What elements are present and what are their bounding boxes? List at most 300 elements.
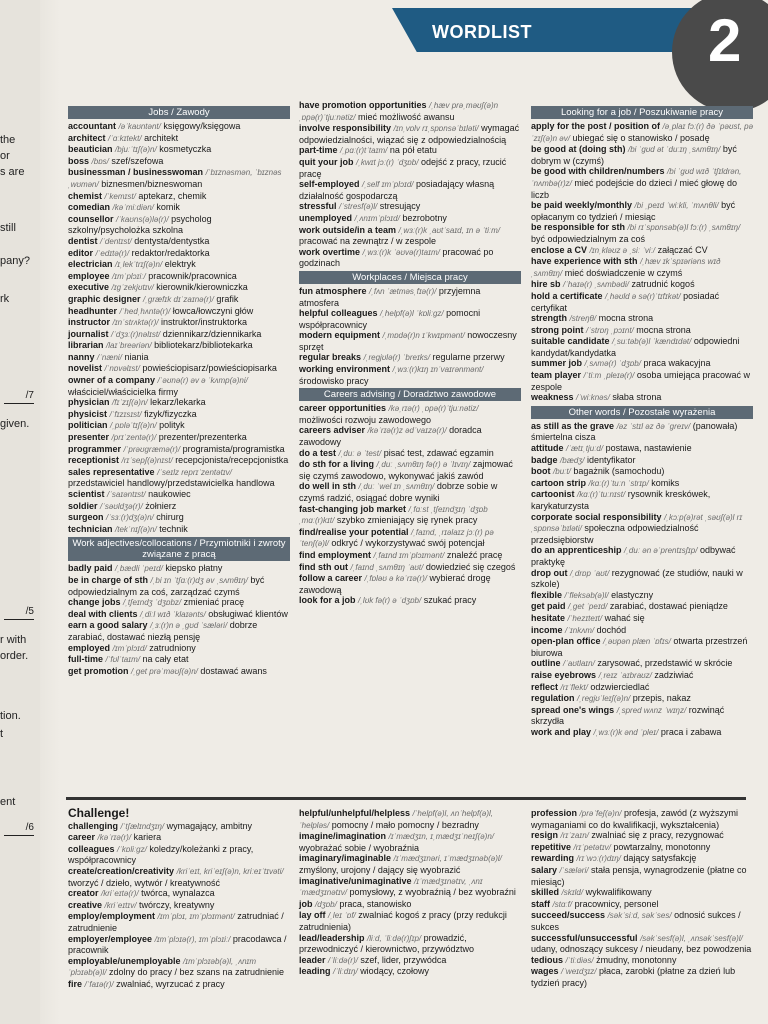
entry-translation: dentysta/dentystka	[134, 235, 210, 246]
wordlist-entry	[299, 247, 521, 269]
wordlist-entry	[299, 876, 521, 899]
wordlist-entry	[299, 403, 521, 425]
wordlist-entry	[531, 966, 753, 988]
entry-phonetic: /ˈtʃælɪndʒɪŋ/	[120, 821, 165, 831]
entry-word: create/creation/creativity	[68, 865, 175, 876]
entry-word: do an apprenticeship	[531, 545, 622, 556]
wordlist-entry	[68, 979, 290, 991]
wordlist-entry	[68, 455, 290, 467]
entry-phonetic: /kriˈeɪtə(r)/	[101, 889, 139, 899]
wordlist-entry	[68, 911, 290, 933]
wordlist-entry	[68, 248, 290, 260]
entry-translation: pomocny / mało pomocny / bezradny	[331, 819, 479, 830]
entry-phonetic: /səkˈsesf(ə)l, ˌʌnsəkˈsesf(ə)l/	[640, 933, 743, 943]
entry-word: executive	[68, 282, 110, 293]
entry-phonetic: /ˌself ɪmˈplɔɪd/	[362, 180, 414, 190]
entry-phonetic: /ɪmˈplɔɪiː/	[112, 271, 146, 281]
wordlist-entry	[299, 831, 521, 853]
entry-phonetic: /ˈliːdə(r)/	[328, 955, 358, 965]
entry-translation: wiodący, czołowy	[360, 966, 430, 977]
wordlist-entry	[68, 620, 290, 642]
entry-phonetic: /skɪld/	[561, 888, 584, 898]
previous-page-text: still	[0, 222, 16, 234]
entry-phonetic: /ˌduː ˈwel ɪn ˌsʌmθɪŋ/	[358, 482, 435, 492]
entry-translation: zatrudniony	[149, 642, 196, 653]
wordlist-entry	[68, 489, 290, 501]
entry-phonetic: /buːt/	[553, 467, 571, 477]
entry-translation: bezrobotny	[402, 212, 447, 223]
section-header: Workplaces / Miejsca pracy	[299, 271, 521, 284]
entry-translation: mocna strona	[598, 313, 654, 324]
entry-word: staff	[531, 898, 551, 909]
entry-word: chemist	[68, 190, 103, 201]
entry-translation: zarabiać, dostawać pieniądze	[609, 601, 728, 612]
entry-translation: osoba umiejąca pracować w zespole	[531, 370, 750, 392]
wordlist-entry	[531, 910, 753, 932]
entry-word: get paid	[531, 601, 566, 612]
wordlist-entry	[531, 601, 753, 613]
entry-phonetic: /ɪmˈplɔɪ, ɪmˈplɔɪmənt/	[157, 912, 235, 922]
entry-translation: zajmować się czymś zawodowo, wykonywać jakiś zawód	[299, 459, 513, 481]
entry-word: presenter	[68, 432, 110, 443]
entry-translation: szef/szefowa	[111, 155, 164, 166]
entry-word: badly paid	[68, 563, 113, 574]
wordlist-entry	[531, 358, 753, 370]
entry-translation: rezygnować (ze studiów, nauki w szkole)	[531, 567, 743, 590]
entry-translation: odzwierciedlać	[590, 681, 650, 692]
entry-phonetic: /ˈfɪzɪsɪst/	[109, 409, 142, 419]
entry-word: nanny	[68, 351, 95, 362]
entry-translation: pracować na zewnątrz / w zespole	[299, 236, 437, 247]
entry-word: creator	[68, 888, 99, 899]
entry-word: dentist	[68, 235, 98, 246]
entry-word: career	[68, 832, 96, 843]
entry-translation: wymagający, ambitny	[166, 820, 253, 831]
entry-phonetic: /rɪˈflekt/	[560, 682, 588, 692]
wordlist-entry	[68, 575, 290, 597]
entry-phonetic: /ˈkemɪst/	[104, 191, 136, 201]
entry-phonetic: /ˈnɒvəlɪst/	[104, 364, 140, 374]
entry-translation: udany, odnoszący sukcesy / nieudany, bez powodzenia	[531, 944, 752, 955]
wordlist-entry	[68, 609, 290, 621]
wordlist-entry	[531, 443, 753, 455]
entry-translation: prowadzić, przewodniczyć / kierownictwo, przywództwo	[299, 932, 475, 955]
wordlist-entry	[299, 550, 521, 562]
previous-page-text: rk	[0, 293, 10, 305]
entry-word: politician	[68, 420, 108, 431]
wordlist-entry	[68, 294, 290, 306]
wordlist-entry	[531, 727, 753, 739]
entry-translation: pracować po godzinach	[299, 246, 494, 269]
wordlist-entry	[531, 899, 753, 911]
entry-phonetic: /ˈtiːdiəs/	[565, 955, 594, 965]
entry-word: imaginary/imaginable	[299, 853, 392, 864]
wordlist-entry	[531, 478, 753, 490]
entry-word: soldier	[68, 500, 98, 511]
entry-word: be good at (doing sth)	[531, 144, 626, 155]
entry-translation: dający satysfakcję	[623, 853, 697, 864]
entry-translation: dochód	[596, 624, 627, 635]
wordlist-entry	[531, 808, 753, 830]
wordlist-entry	[299, 910, 521, 932]
entry-word: rewarding	[531, 853, 575, 864]
wordlist-entry	[299, 286, 521, 308]
wordlist-entry	[68, 306, 290, 318]
entry-translation: księgowy/księgowa	[163, 121, 241, 131]
entry-word: employable/unemployable	[68, 955, 181, 966]
wordlist-entry	[531, 545, 753, 567]
entry-translation: tworzyć / dzieło, wytwór / kreatywność	[68, 877, 221, 888]
entry-translation: elektryk	[164, 259, 196, 270]
wordlist-entry	[531, 421, 753, 443]
entry-word: hold a certificate	[531, 290, 603, 301]
section-header: Other words / Pozostałe wyrażenia	[531, 406, 753, 419]
entry-translation: (panowała) śmiertelna cisza	[531, 420, 738, 443]
wordlist-entry	[68, 167, 290, 190]
entry-phonetic: /tekˈnɪʃ(ə)n/	[115, 524, 157, 534]
wordlist-entry	[531, 121, 753, 144]
entry-translation: polityk	[159, 420, 185, 431]
entry-word: self-employed	[299, 179, 360, 190]
wordlist-entry	[299, 448, 521, 460]
wordlist-entry	[68, 214, 290, 236]
entry-phonetic: /ˌfʌn ˈætməsˌfɪə(r)/	[369, 286, 437, 296]
wordlist-entry	[299, 808, 521, 831]
entry-phonetic: /kəˌrɪə(r) ˌɒpə(r)ˈtjuːnətiz/	[388, 404, 479, 414]
entry-word: salary	[531, 864, 558, 875]
wordlist-entry	[531, 568, 753, 590]
entry-translation: być dobrym w (czymś)	[531, 144, 737, 166]
entry-translation: dostawać awans	[200, 665, 267, 676]
entry-phonetic: /ˌsʌmə(r) ˈdʒɒb/	[584, 359, 641, 369]
entry-translation: odejść z pracy, rzucić pracę	[299, 156, 507, 179]
entry-translation: zatrudniać / zatrudnienie	[68, 911, 284, 933]
entry-translation: twórca, wynalazca	[141, 888, 215, 899]
entry-word: open-plan office	[531, 636, 601, 647]
wordlist-entry	[531, 842, 753, 854]
entry-phonetic: /ˈseɪlz reprɪˈzentətɪv/	[157, 467, 232, 477]
entry-translation: wybierać drogę zawodową	[299, 573, 491, 595]
entry-translation: pracodawca / pracownik	[68, 933, 287, 956]
wordlist-entry	[299, 955, 521, 967]
entry-phonetic: /prəˈfeʃ(ə)n/	[579, 809, 622, 818]
entry-translation: postawa, nastawienie	[605, 443, 692, 454]
wordlist-entry	[68, 144, 290, 156]
entry-phonetic: /ɪˈmædʒɪnətɪv, ˌʌnɪˈmædʒɪnətɪv/	[299, 876, 483, 898]
entry-phonetic: /ɪˌlekˈtrɪʃ(ə)n/	[115, 260, 163, 270]
entry-translation: architekt	[144, 132, 179, 143]
wordlist-entry	[299, 933, 521, 955]
wordlist-entry	[68, 866, 290, 888]
entry-word: comedian	[68, 202, 111, 213]
wordlist-entry	[299, 201, 521, 213]
entry-phonetic: /ɪɡˈzekjʊtɪv/	[111, 283, 154, 293]
entry-word: imaginative/unimaginative	[299, 875, 412, 886]
entry-word: physician	[68, 397, 110, 408]
wordlist-entry	[299, 853, 521, 875]
entry-phonetic: /ˌleɪ ˈɒf/	[328, 911, 356, 921]
wordlist-entry	[68, 397, 290, 409]
wordlist-entry	[299, 157, 521, 179]
entry-word: apply for the post / position of	[531, 121, 660, 131]
wordlist-entry	[68, 643, 290, 655]
entry-translation: chirurg	[156, 512, 184, 523]
entry-translation: prezenter/prezenterka	[158, 432, 247, 443]
entry-translation: recepcjonista/recepcjonistka	[175, 455, 289, 466]
entry-phonetic: /ˈɪnkʌm/	[565, 625, 595, 635]
challenge-column-2	[299, 808, 521, 978]
wordlist-entry	[531, 455, 753, 467]
wordlist-entry	[531, 291, 753, 313]
entry-word: receptionist	[68, 455, 120, 466]
entry-word: work and play	[531, 726, 592, 737]
entry-word: beautician	[68, 144, 113, 155]
entry-translation: zadziwiać	[654, 669, 694, 680]
entry-phonetic: /ˌɜː(r)n ə ˌɡʊd ˈsæləri/	[150, 621, 228, 631]
entry-translation: zwalniać, wyrzucać z pracy	[116, 978, 225, 989]
entry-phonetic: /ˈaʊtlaɪn/	[563, 659, 595, 669]
entry-word: editor	[68, 247, 94, 258]
entry-translation: łowca/łowczyni głów	[172, 305, 254, 316]
entry-phonetic: /ɪˈmædʒɪnəri, ɪˈmædʒɪnəb(ə)l/	[393, 854, 502, 864]
entry-phonetic: /ɪmˈplɔɪəb(ə)l, ˌʌnɪmˈplɔɪəb(ə)l/	[68, 956, 257, 978]
entry-word: follow a career	[299, 573, 363, 584]
challenge-column-1	[68, 808, 290, 991]
entry-phonetic: /ˌhəʊld ə sə(r)ˈtɪfɪkət/	[605, 291, 681, 301]
wordlist-entry	[531, 144, 753, 166]
wordlist-entry	[68, 156, 290, 168]
entry-phonetic: /rɪˈsepʃ(ə)nɪst/	[121, 456, 173, 466]
entry-word: be in charge of sth	[68, 574, 149, 585]
entry-translation: redaktor/redaktorka	[131, 247, 210, 258]
entry-translation: wykwalifikowany	[585, 887, 652, 898]
entry-translation: przyjemna atmosfera	[299, 285, 481, 308]
entry-phonetic: /ɪnˌkləʊz ə ˌsiː ˈviː/	[589, 245, 656, 255]
wordlist-entry	[299, 459, 521, 481]
wordlist-entry	[531, 933, 753, 955]
entry-translation: rysownik kreskówek, karykaturzysta	[531, 489, 711, 511]
wordlist-entry	[531, 489, 753, 511]
wordlist-entry	[531, 830, 753, 842]
entry-word: find/realise your potential	[299, 526, 409, 537]
entry-word: job	[299, 898, 313, 909]
entry-word: weakness	[531, 392, 574, 403]
entry-phonetic: /ˌwɜː(r)k ənd ˈpleɪ/	[593, 727, 659, 737]
wordlist-entry	[68, 271, 290, 283]
entry-phonetic: /ˌreɡjʊlə(r) ˈbreɪks/	[363, 353, 431, 363]
wordlist-entry	[68, 444, 290, 456]
previous-page-text: tion.	[0, 710, 21, 722]
entry-phonetic: /ˈnæni/	[97, 352, 122, 362]
entry-word: leader	[299, 954, 326, 965]
entry-phonetic: /ˌʌnɪmˈplɔɪd/	[354, 213, 400, 223]
entry-phonetic: /ˌɡet ˈpeɪd/	[568, 602, 608, 612]
wordlist-entry	[299, 527, 521, 550]
wordlist-entry	[68, 900, 290, 912]
entry-word: repetitive	[531, 841, 572, 852]
entry-phonetic: /dʒɒb/	[315, 899, 337, 909]
wordlist-entry	[299, 213, 521, 225]
entry-phonetic: /ˌreɡjʊˈleɪʃ(ə)n/	[577, 694, 631, 704]
entry-phonetic: /ˌwɜː(r)k ˈəʊvə(r)taɪm/	[362, 247, 440, 257]
wordlist-entry	[68, 191, 290, 203]
entry-translation: wyobrażać sobie / wyobraźnia	[299, 842, 420, 853]
entry-phonetic: /ɪmˈplɔɪd/	[112, 643, 147, 653]
entry-phonetic: /bædʒ/	[560, 455, 585, 465]
wordlist-entry	[299, 966, 521, 978]
entry-translation: ubiegać się o stanowisko / posadę	[572, 132, 710, 143]
entry-translation: mocna strona	[636, 324, 691, 335]
entry-phonetic: /ˌhæv prəˌməʊʃ(ə)n ˌɒpə(r)ˈtjuːnətiz/	[299, 101, 499, 122]
entry-translation: żołnierz	[145, 500, 177, 511]
entry-phonetic: /ˈhelpf(ə)l, ʌnˈhelpf(ə)l, ˈhelpləs/	[299, 809, 494, 830]
previous-page-text: the	[0, 134, 16, 146]
wordlist-entry	[531, 222, 753, 244]
wordlist-entry	[68, 375, 290, 397]
entry-word: librarian	[68, 340, 104, 351]
wordlist-column-1	[68, 104, 290, 677]
previous-page-text: order.	[0, 650, 29, 662]
wordlist-entry	[299, 123, 521, 145]
entry-translation: stała pensja, wynagrodzenie (płatne co miesiąc)	[531, 864, 747, 887]
wordlist-entry	[299, 100, 521, 123]
entry-phonetic: /səkˈsiːd, səkˈses/	[607, 911, 672, 921]
unit-number: 2	[708, 7, 742, 74]
wordlist-entry	[531, 887, 753, 899]
entry-word: part-time	[299, 145, 338, 156]
entry-translation: naukowiec	[148, 489, 191, 499]
entry-translation: dobrze zarabiać, dostawać niezłą pensję	[68, 620, 258, 642]
entry-word: do sth for a living	[299, 459, 375, 470]
entry-word: helpful colleagues	[299, 308, 378, 319]
entry-phonetic: /kəˈmiːdiən/	[112, 203, 154, 213]
entry-translation: być odpowiedzialnym za coś	[531, 233, 646, 244]
entry-phonetic: /kriˈeɪt, kriˈeɪʃ(ə)n, kriːeɪˈtɪvəti/	[176, 866, 284, 876]
wordlist-entry	[68, 340, 290, 352]
entry-word: be paid weekly/monthly	[531, 200, 633, 211]
wordlist-entry	[531, 336, 753, 358]
entry-phonetic: /ˈweɪdʒɪz/	[561, 967, 597, 977]
entry-word: technician	[68, 523, 113, 534]
entry-translation: właściciel/właścicielka firmy	[68, 386, 179, 397]
entry-word: physicist	[68, 408, 108, 419]
entry-word: career opportunities	[299, 403, 387, 414]
entry-phonetic: /kriˈeɪtɪv/	[104, 900, 137, 910]
entry-word: creative	[68, 899, 103, 910]
entry-phonetic: /ˈkɒliːɡz/	[117, 844, 147, 854]
entry-word: profession	[531, 808, 578, 818]
wordlist-entry	[68, 236, 290, 248]
entry-phonetic: /ˈdentɪst/	[100, 236, 132, 246]
entry-translation: słaba strona	[612, 392, 662, 403]
entry-phonetic: /rɪˈwɔː(r)dɪŋ/	[576, 854, 621, 864]
entry-phonetic: /laɪˈbreəriən/	[106, 341, 152, 351]
entry-word: businessman / businesswoman	[68, 167, 204, 178]
entry-phonetic: /ˈedɪtə(r)/	[95, 248, 130, 258]
wordlist-entry	[68, 202, 290, 214]
wordlist-entry	[299, 330, 521, 352]
entry-translation: grafik	[216, 293, 239, 304]
wordlist-entry	[299, 573, 521, 595]
entry-word: careers adviser	[299, 425, 366, 436]
entry-word: boss	[68, 155, 90, 166]
entry-phonetic: /ˌlʊk fə(r) ə ˈdʒɒb/	[358, 596, 422, 606]
entry-word: working environment	[299, 364, 391, 375]
entry-phonetic: /ˈsəʊldʒə(r)/	[100, 501, 143, 511]
entry-word: do well in sth	[299, 481, 357, 492]
entry-translation: być opłacanym co tydzień / miesiąc	[531, 200, 736, 222]
entry-translation: mieć doświadczenie w czymś	[564, 267, 683, 278]
entry-translation: powtarzalny, monotonny	[613, 841, 711, 852]
previous-page-text: s are	[0, 166, 25, 178]
entry-phonetic: /ˌəʊpən plæn ˈɒfɪs/	[603, 637, 671, 647]
entry-translation: kosmetyczka	[159, 144, 212, 155]
entry-translation: odpowiedni kandydat/kandydatka	[531, 336, 740, 358]
entry-phonetic: /ˌbi ɪn ˈtʃɑː(r)dʒ əv ˌsʌmθɪŋ/	[150, 575, 248, 585]
wordlist-entry	[531, 682, 753, 694]
entry-word: corporate social responsibility	[531, 511, 662, 522]
entry-phonetic: /liːd, ˈliːdə(r)ʃɪp/	[367, 933, 422, 943]
wordlist-entry	[299, 504, 521, 527]
entry-word: scientist	[68, 489, 105, 499]
entry-translation: praca i zabawa	[660, 726, 722, 737]
entry-phonetic: /bi rɪˈspɒnsəb(ə)l fɔː(r) ˌsʌmθɪŋ/	[627, 223, 741, 233]
entry-word: cartoonist	[531, 489, 575, 500]
entry-translation: kierownik/kierowniczka	[156, 282, 248, 293]
entry-phonetic: /ˌfaɪnd, ˌrɪəlaɪz jɔː(r) pəˈtenʃ(ə)l/	[299, 527, 494, 549]
entry-phonetic: /ˌfɑːst ˌtʃeɪndʒɪŋ ˈdʒɒb ˌmɑː(r)kɪt/	[299, 504, 488, 526]
wordlist-entry	[68, 501, 290, 513]
entry-word: have promotion opportunities	[299, 100, 427, 110]
entry-phonetic: /ˌhæv ɪkˈspɪəriəns wɪð ˌsʌmθɪŋ/	[531, 257, 721, 278]
entry-word: strong point	[531, 324, 584, 335]
entry-phonetic: /ˈɑːkɪtekt/	[108, 133, 142, 143]
entry-phonetic: /əˌplaɪ fɔː(r) ðə ˈpəʊst, pəˈzɪʃ(ə)n əv/	[531, 122, 754, 143]
entry-translation: praca, stanowisko	[339, 898, 412, 909]
entry-translation: środowisko pracy	[299, 375, 369, 386]
entry-phonetic: /ɪnˌvɒlv rɪˌspɒnsəˈbɪləti/	[393, 124, 479, 134]
wordlist-entry	[68, 282, 290, 294]
entry-translation: identyfikator	[587, 454, 636, 465]
entry-translation: szukać pracy	[423, 595, 477, 606]
wordlist-entry	[68, 934, 290, 956]
wordlist-entry	[531, 256, 753, 279]
entry-translation: na cały etat	[142, 654, 189, 665]
entry-translation: dowiedzieć się czegoś	[425, 561, 516, 572]
wordlist-entry	[68, 512, 290, 524]
wordlist-entry	[531, 279, 753, 291]
entry-word: skilled	[531, 887, 560, 898]
entry-word: enclose a CV	[531, 244, 588, 255]
entry-translation: wahać się	[604, 612, 645, 623]
entry-word: look for a job	[299, 595, 356, 606]
entry-word: find sth out	[299, 561, 348, 572]
wordlist-column-3	[531, 104, 753, 738]
section-header: Work adjectives/collocations / Przymiotniki i zwroty związane z pracą	[68, 537, 290, 561]
entry-word: be good with children/numbers	[531, 166, 665, 177]
entry-phonetic: /əz ˈstɪl əz ðə ˈɡreɪv/	[616, 421, 691, 431]
entry-word: regulation	[531, 693, 575, 704]
entry-translation: pracownik/pracownica	[148, 270, 237, 281]
entry-word: sales representative	[68, 466, 155, 477]
wordlist-entry	[531, 658, 753, 670]
wordlist-entry	[68, 133, 290, 145]
score-box: /6	[4, 822, 34, 836]
entry-word: lead/leadership	[299, 932, 365, 943]
entry-word: fire	[68, 978, 83, 989]
wordlist-entry	[531, 200, 753, 222]
wordlist-entry	[68, 432, 290, 444]
